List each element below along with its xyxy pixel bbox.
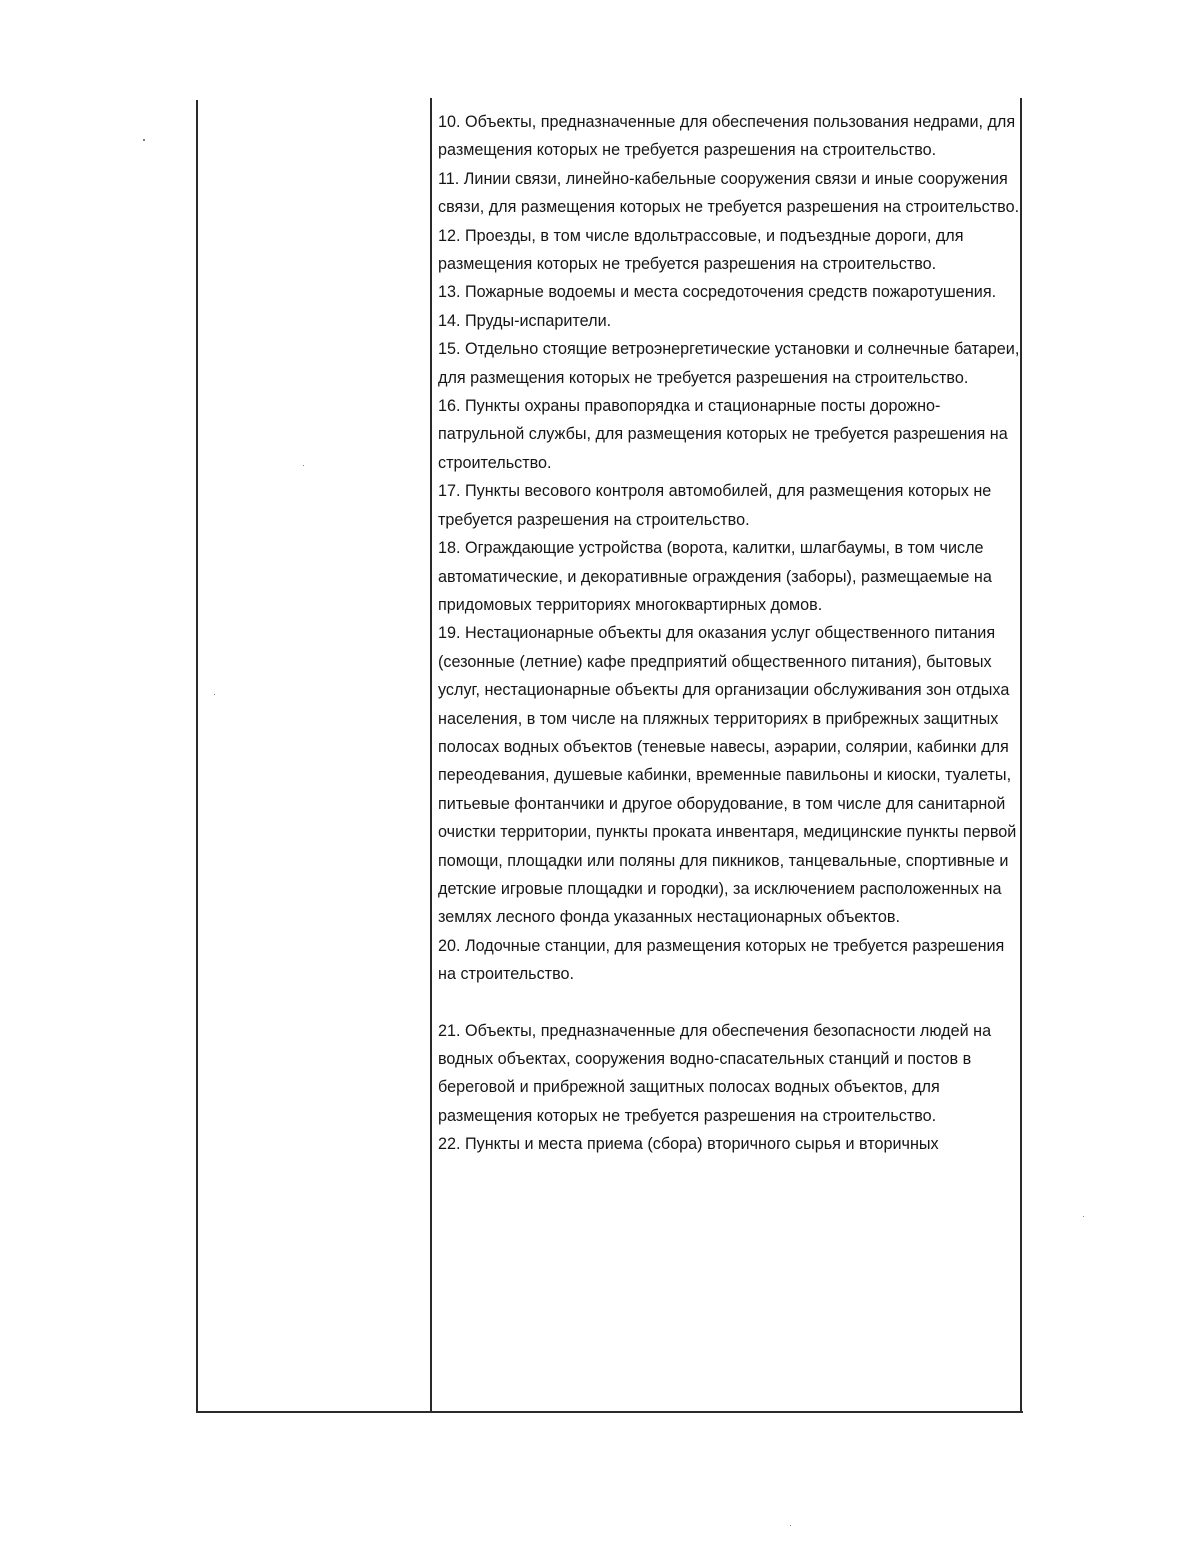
scan-speck xyxy=(790,1525,791,1526)
scan-speck xyxy=(1083,1216,1084,1217)
list-item: 16. Пункты охраны правопорядка и стационарные посты дорожно-патрульной службы, для размещения которых не требуется разрешения на строительство. xyxy=(438,397,1008,472)
list-item: 21. Объекты, предназначенные для обеспечения безопасности людей на водных объектах, сооружения водно-спасательных станций и постов в береговой и прибрежной защитных полосах водных объектов, для размещения которых не требуется разрешения на строительство. xyxy=(438,1021,992,1125)
table-cell-empty xyxy=(198,100,430,1410)
list-item: 17. Пункты весового контроля автомобилей, для размещения которых не требуется разрешения на строительство. xyxy=(438,482,992,529)
list-item: 15. Отдельно стоящие ветроэнергетические установки и солнечные батареи, для размещения которых не требуется разрешения на строительство. xyxy=(438,340,1020,387)
list-item: 11. Линии связи, линейно-кабельные сооружения связи и иные сооружения связи, для размещения которых не требуется разрешения на строительство. xyxy=(438,169,1020,217)
list-item: 20. Лодочные станции, для размещения которых не требуется разрешения на строительство. xyxy=(438,936,1005,984)
list-item: 22. Пункты и места приема (сбора) вторичного сырья и вторичных xyxy=(438,1135,939,1154)
scan-speck xyxy=(303,465,304,466)
table-column-divider xyxy=(430,98,432,1411)
table-cell-content xyxy=(438,108,1020,1159)
scan-speck xyxy=(143,139,145,141)
list-item: 14. Пруды-испарители. xyxy=(438,311,612,330)
table-border-right xyxy=(1020,98,1022,1411)
list-item: 13. Пожарные водоемы и места сосредоточения средств пожаротушения. xyxy=(438,283,997,302)
list-item: 12. Проезды, в том числе вдольтрассовые, и подъездные дороги, для размещения которых не требуется разрешения на строительство. xyxy=(438,226,964,274)
list-item: 10. Объекты, предназначенные для обеспечения пользования недрами, для размещения которых не требуется разрешения на строительство. xyxy=(438,113,1016,160)
list-item: 19. Нестационарные объекты для оказания услуг общественного питания (сезонные (летние) кафе предприятий общественного питания), бытовых услуг, нестационарные объекты для организации обслуживания зон отдыха населения, в том числе на пляжных территориях в прибрежных защитных полосах водных объектов (теневые навесы, аэрарии, солярии, кабинки для переодевания, душевые кабинки, временные павильоны и киоски, туалеты, питьевые фонтанчики и другое оборудование, в том числе для санитарной очистки территории, пункты проката инвентаря, медицинские пункты первой помощи, площадки или поляны для пикников, танцевальные, спортивные и детские игровые площадки и городки), за исключением расположенных на землях лесного фонда указанных нестационарных объектов. xyxy=(438,624,1017,927)
list-item: 18. Ограждающие устройства (ворота, калитки, шлагбаумы, в том числе автоматические, и декоративные ограждения (заборы), размещаемые на придомовых территориях многоквартирных домов. xyxy=(438,539,992,614)
scan-speck xyxy=(214,694,215,695)
